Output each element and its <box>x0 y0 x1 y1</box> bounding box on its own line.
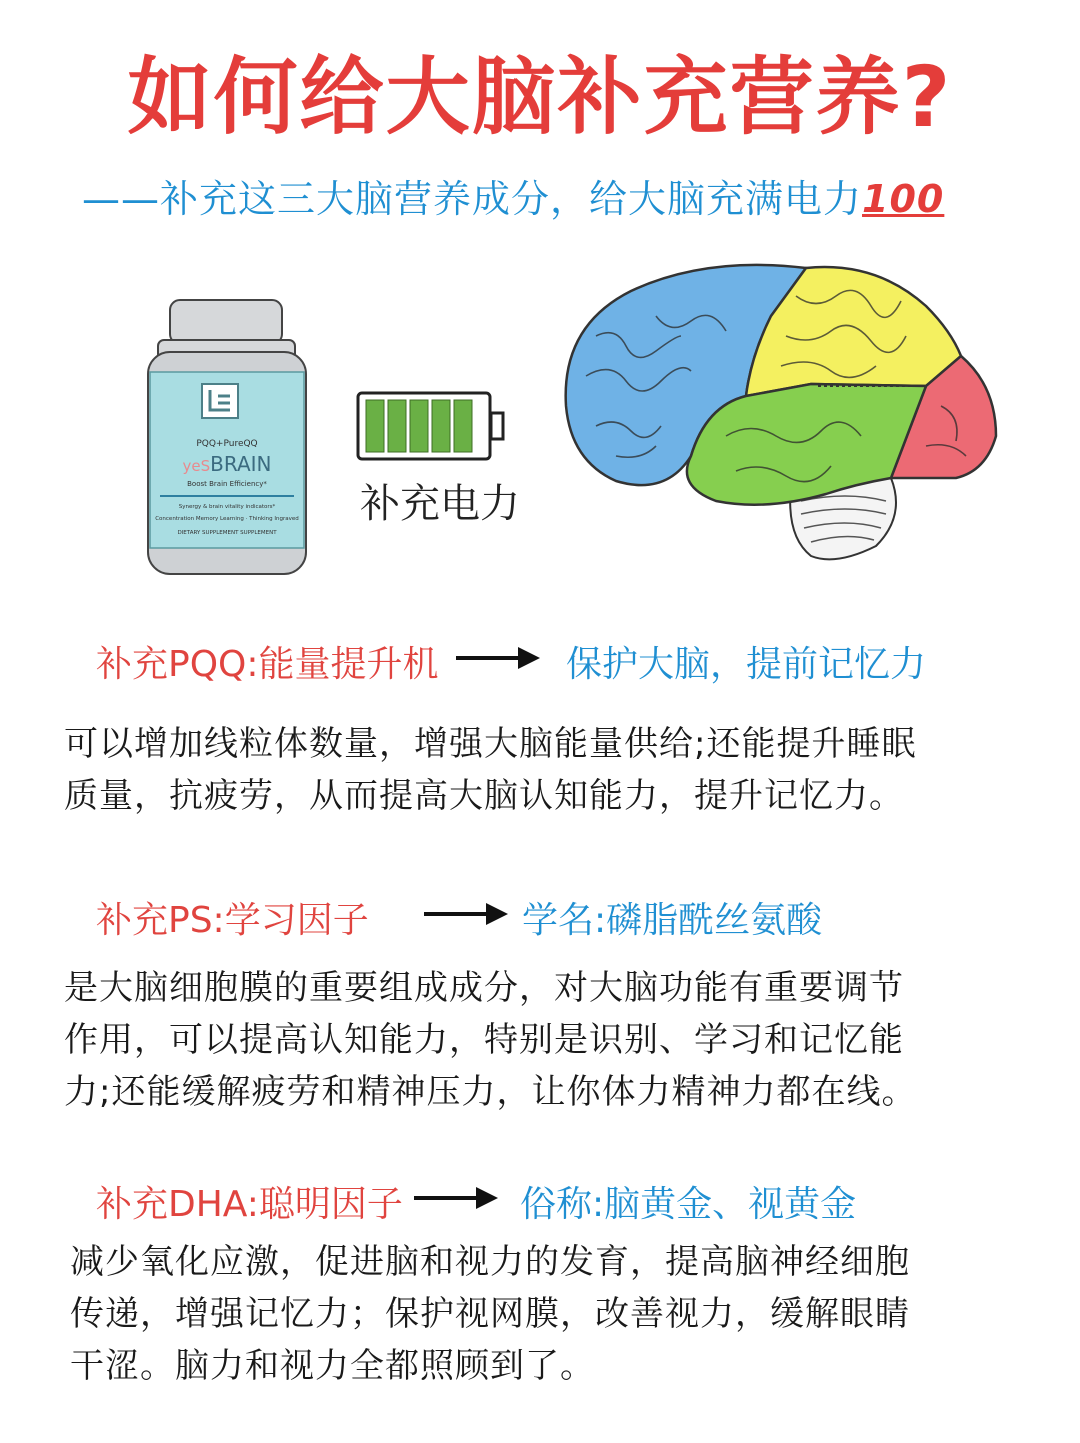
page-title: 如何给大脑补充营养? <box>127 48 953 146</box>
section-ps-description: 学名:磷脂酰丝氨酸 <box>522 900 823 941</box>
body-line: 传递，增强记忆力；保护视网膜，改善视力，缓解眼睛 <box>70 1294 910 1334</box>
subtitle-text: ——补充这三大脑营养成分，给大脑充满电力 <box>82 177 863 221</box>
arrow-right-icon <box>414 1181 500 1215</box>
body-line: 作用，可以提高认知能力，特别是识别、学习和记忆能 <box>64 1020 904 1060</box>
bottle-line-3: DIETARY SUPPLEMENT SUPPLEMENT <box>177 530 277 536</box>
bottle-brand-prefix: yeS <box>182 457 211 475</box>
body-line: 干涩。脑力和视力全都照顾到了。 <box>70 1346 595 1386</box>
body-line: 力;还能缓解疲劳和精神压力，让你体力精神力都在线。 <box>64 1072 917 1112</box>
body-line: 可以增加线粒体数量，增强大脑能量供给;还能提升睡眠 <box>64 724 917 764</box>
section-ps-heading: 补充PS:学习因子 <box>96 900 369 941</box>
section-pqq-body <box>64 718 1024 822</box>
hundred-points-icon: 100 <box>862 177 945 221</box>
bottle-line-1: Synergy & brain vitality indicators* <box>178 504 276 510</box>
bottle-tagline: Boost Brain Efficiency* <box>187 480 267 488</box>
bottle-top-text: PQQ+PureQQ <box>196 439 258 449</box>
body-line: 质量，抗疲劳，从而提高大脑认知能力，提升记忆力。 <box>64 776 904 816</box>
body-line: 减少氧化应激，促进脑和视力的发育，提高脑神经细胞 <box>70 1242 910 1282</box>
battery-full-icon <box>356 391 506 461</box>
body-line: 是大脑细胞膜的重要组成成分，对大脑功能有重要调节 <box>64 968 904 1008</box>
bottle-brand: BRAIN <box>210 452 272 476</box>
section-pqq-description: 保护大脑，提前记忆力 <box>566 644 927 685</box>
page-subtitle <box>82 168 944 223</box>
section-pqq-heading: 补充PQQ:能量提升机 <box>96 644 439 685</box>
supplement-bottle-image <box>140 296 315 581</box>
section-ps-body <box>64 962 1024 1118</box>
brain-image <box>556 256 1006 576</box>
battery-label: 补充电力 <box>360 481 520 527</box>
bottle-line-2: Concentration Memory Learning · Thinking Ingraved <box>155 516 299 522</box>
arrow-right-icon <box>424 897 510 931</box>
arrow-right-icon <box>456 641 542 675</box>
section-dha-body <box>70 1236 1030 1392</box>
section-dha-description: 俗称:脑黄金、视黄金 <box>520 1184 857 1225</box>
section-dha-heading: 补充DHA:聪明因子 <box>96 1184 403 1225</box>
